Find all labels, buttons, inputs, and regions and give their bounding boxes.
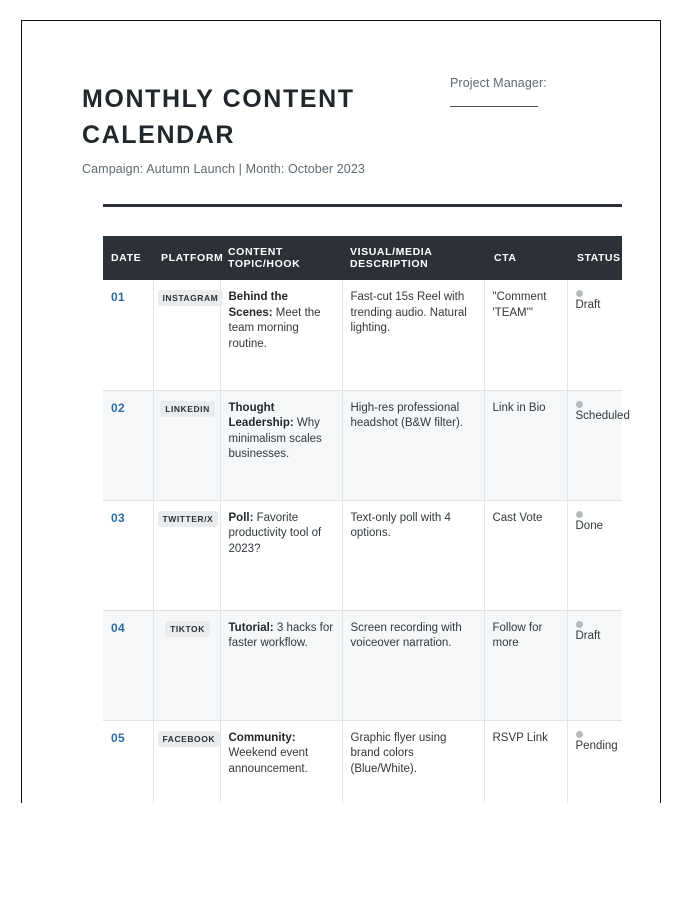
document-page	[21, 20, 661, 803]
cell-content-topic	[220, 390, 342, 500]
status-badge	[576, 290, 616, 314]
cell-status	[567, 280, 622, 390]
topic-detail: Meet the team morning routine.	[228, 306, 321, 350]
table-row[interactable]	[103, 720, 622, 803]
cell-visual-description: Fast-cut 15s Reel with trending audio. Natural lighting.	[342, 280, 484, 390]
cell-cta: Cast Vote	[484, 500, 567, 610]
cell-date	[103, 500, 153, 610]
table-header	[103, 236, 622, 280]
column-header-date: DATE	[103, 236, 153, 280]
status-badge	[575, 401, 630, 425]
cell-cta: RSVP Link	[484, 720, 567, 803]
column-header-visual-line2: DESCRIPTION	[350, 258, 429, 270]
project-manager-input-line[interactable]	[450, 105, 538, 107]
date-value: 02	[111, 400, 125, 415]
cell-status	[567, 610, 622, 720]
content-calendar-table	[103, 236, 630, 803]
date-value: 03	[111, 510, 125, 525]
status-dot-icon	[576, 401, 583, 408]
column-header-content-line1: CONTENT	[228, 246, 283, 258]
column-header-platform: PLATFORM	[153, 236, 220, 280]
status-label: Draft	[575, 629, 601, 642]
topic-detail: Favorite productivity tool of 2023?	[228, 511, 322, 555]
date-value: 05	[111, 730, 125, 745]
platform-badge: TWITTER/X	[158, 511, 219, 527]
cell-visual-description: Graphic flyer using brand colors (Blue/White).	[342, 720, 484, 803]
cell-visual-description: Screen recording with voiceover narration.	[342, 610, 484, 720]
topic-lead: Thought Leadership:	[228, 401, 294, 429]
cell-date	[103, 280, 153, 390]
column-header-content	[220, 236, 342, 280]
status-label: Draft	[575, 299, 601, 311]
table-body	[103, 280, 630, 803]
status-badge	[576, 511, 616, 535]
page-title: MONTHLY CONTENT CALENDAR	[82, 85, 355, 149]
table-row[interactable]	[103, 500, 622, 610]
column-header-content-line2: TOPIC/HOOK	[228, 258, 301, 270]
topic-lead: Poll:	[228, 511, 254, 524]
cell-visual-description: High-res professional headshot (B&W filter).	[342, 390, 484, 500]
cell-content-topic	[220, 720, 342, 803]
cell-cta: "Comment 'TEAM'"	[484, 280, 567, 390]
topic-detail: Weekend event announcement.	[228, 747, 309, 775]
project-manager-label: Project Manager:	[450, 76, 547, 90]
cell-content-topic	[220, 280, 342, 390]
cell-visual-description: Text-only poll with 4 options.	[342, 500, 484, 610]
status-label: Done	[575, 519, 603, 532]
topic-lead: Behind the Scenes:	[228, 291, 288, 319]
header-divider	[103, 204, 622, 207]
date-value: 04	[111, 620, 125, 635]
cell-status	[567, 390, 630, 500]
cell-date	[103, 390, 153, 500]
campaign-subtitle: Campaign: Autumn Launch | Month: October 2023	[82, 162, 365, 176]
table-row[interactable]	[103, 390, 622, 500]
topic-detail: 3 hacks for faster workflow.	[228, 621, 334, 649]
status-dot-icon	[576, 290, 583, 297]
cell-date	[103, 720, 153, 803]
cell-cta: Follow for more	[484, 610, 567, 720]
calendar-table	[103, 236, 630, 803]
table-row[interactable]	[103, 610, 622, 720]
column-header-status: STATUS	[567, 236, 622, 280]
status-label: Scheduled	[575, 409, 630, 422]
cell-status	[567, 500, 622, 610]
platform-badge: LINKEDIN	[160, 401, 215, 417]
status-dot-icon	[576, 621, 583, 628]
platform-badge: INSTAGRAM	[158, 290, 224, 306]
cell-platform	[153, 500, 220, 610]
topic-detail: Why minimalism scales businesses.	[228, 417, 322, 460]
status-dot-icon	[576, 731, 583, 738]
topic-lead: Tutorial:	[228, 621, 274, 634]
platform-badge: FACEBOOK	[158, 731, 221, 747]
cell-date	[103, 610, 153, 720]
cell-content-topic	[220, 500, 342, 610]
project-manager-block	[450, 76, 630, 107]
cell-platform	[153, 610, 220, 720]
status-badge	[576, 731, 616, 755]
topic-lead: Community:	[228, 731, 296, 744]
status-badge	[576, 621, 616, 645]
column-header-visual-line1: VISUAL/MEDIA	[350, 246, 433, 258]
cell-content-topic	[220, 610, 342, 720]
cell-status	[567, 720, 622, 803]
column-header-visual	[342, 236, 484, 280]
status-dot-icon	[576, 511, 583, 518]
cell-platform	[153, 280, 220, 390]
column-header-cta: CTA	[484, 236, 567, 280]
platform-badge: TIKTOK	[165, 621, 210, 637]
cell-cta: Link in Bio	[484, 390, 567, 500]
table-row[interactable]	[103, 280, 622, 390]
cell-platform	[153, 390, 220, 500]
cell-platform	[153, 720, 220, 803]
date-value: 01	[111, 290, 125, 304]
table-header-row	[103, 236, 622, 280]
status-label: Pending	[575, 739, 618, 752]
